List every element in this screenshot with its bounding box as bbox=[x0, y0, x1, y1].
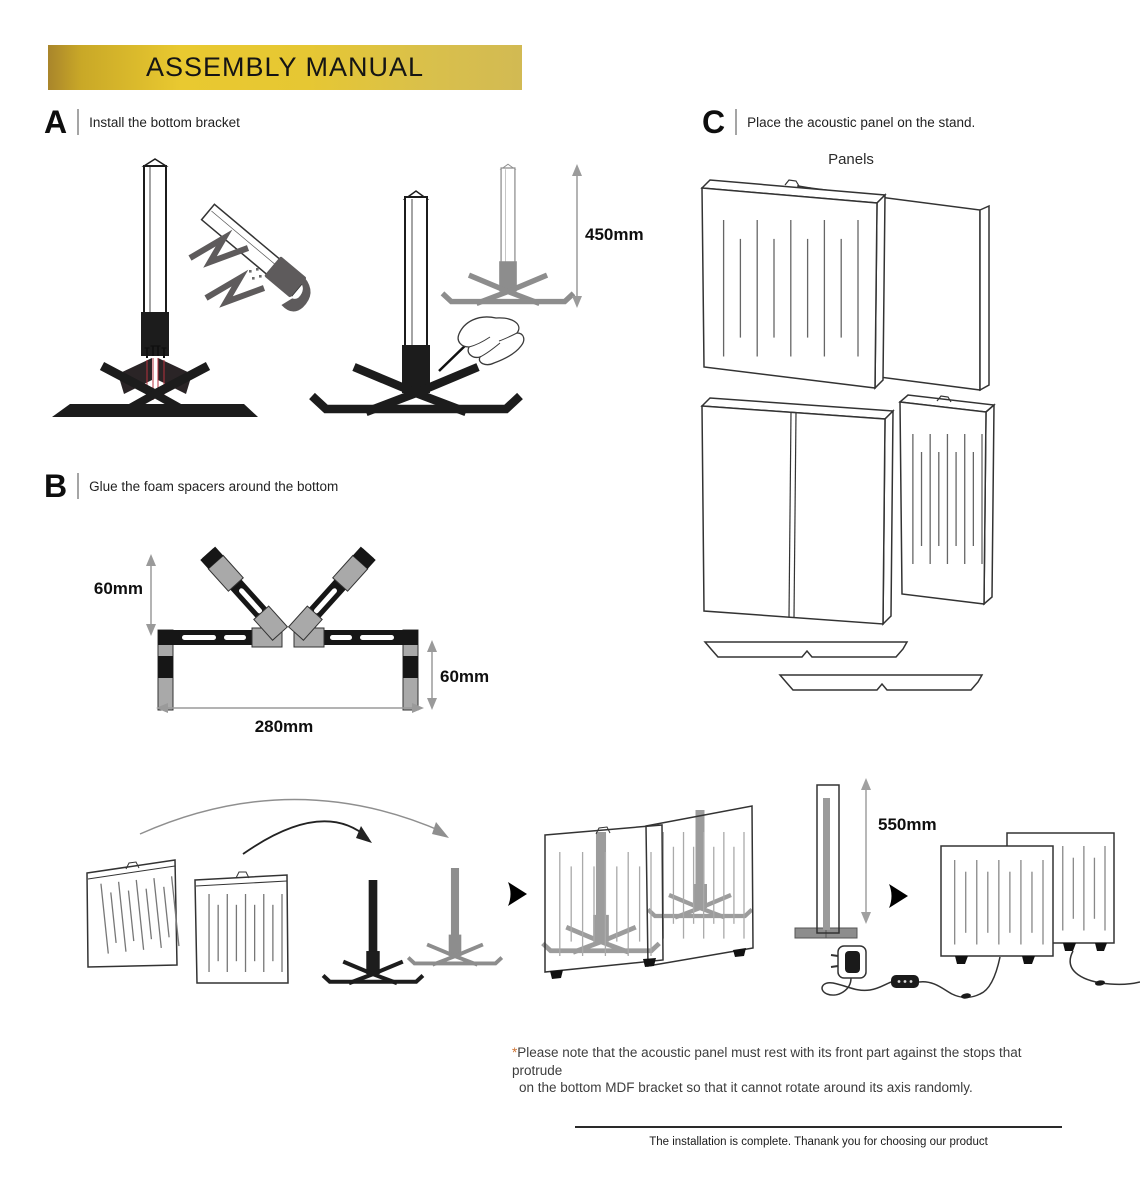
stand-height-dimension bbox=[572, 164, 644, 308]
panel-pair-2 bbox=[702, 395, 994, 624]
footnote-line-2: on the bottom MDF bracket so that it cannot rotate around its axis randomly. bbox=[519, 1080, 973, 1095]
section-a-illustration bbox=[30, 150, 670, 450]
assembly-sequence-illustration bbox=[0, 760, 1140, 1040]
footnote-line-1: Please note that the acoustic panel must rest with its front part against the stops that protrude bbox=[512, 1045, 1022, 1078]
header-divider bbox=[77, 109, 79, 135]
spacer-dimension-right bbox=[427, 640, 489, 710]
finished-panels bbox=[941, 833, 1140, 986]
step-a-header bbox=[44, 106, 240, 138]
black-stand bbox=[323, 880, 423, 983]
closing-message: The installation is complete. Thanank you for choosing our product bbox=[649, 1136, 988, 1148]
section-c-illustration bbox=[690, 172, 1020, 712]
step-a-letter: A bbox=[44, 104, 68, 140]
step-b-letter: B bbox=[44, 468, 68, 504]
next-step-arrow bbox=[508, 882, 527, 906]
mdf-bottom-brackets bbox=[705, 642, 982, 690]
footnote-asterisk: * bbox=[512, 1045, 518, 1060]
step-c-letter: C bbox=[702, 104, 726, 140]
side-view-stand bbox=[795, 778, 937, 938]
step-c-header bbox=[702, 106, 975, 138]
spacer-dimension-left bbox=[94, 554, 156, 636]
title-banner bbox=[48, 45, 522, 90]
panel-pair-1 bbox=[702, 180, 989, 390]
loose-panels bbox=[87, 860, 288, 983]
section-b-illustration bbox=[40, 470, 510, 760]
dim-60mm-left-label: 60mm bbox=[93, 579, 143, 598]
panels-caption: Panels bbox=[828, 151, 874, 168]
bracket-parts-figure bbox=[190, 202, 319, 317]
dim-450mm-label: 450mm bbox=[585, 225, 644, 244]
bracket-with-foam-left bbox=[158, 547, 287, 710]
small-screws bbox=[249, 268, 262, 280]
bracket-with-foam-right bbox=[289, 547, 418, 710]
panel-notch bbox=[785, 180, 799, 186]
dim-60mm-right-label: 60mm bbox=[440, 667, 490, 686]
curved-arrows bbox=[140, 799, 449, 854]
step-a-label: Install the bottom bracket bbox=[89, 115, 240, 130]
next-step-arrow bbox=[889, 884, 908, 908]
gray-stand bbox=[408, 868, 502, 965]
bracket-width-dimension bbox=[156, 703, 424, 736]
page-title: ASSEMBLY MANUAL bbox=[145, 52, 425, 82]
hand-screwdriver-figure bbox=[439, 317, 524, 371]
gray-stand-figure bbox=[442, 164, 573, 303]
dim-280mm-label: 280mm bbox=[254, 717, 314, 736]
step-b-label: Glue the foam spacers around the bottom bbox=[89, 479, 339, 494]
footnote bbox=[512, 1044, 1057, 1097]
footer-rule bbox=[575, 1126, 1062, 1128]
header-divider bbox=[735, 109, 737, 135]
dim-550mm-label: 550mm bbox=[878, 815, 937, 834]
panels-on-stands bbox=[543, 806, 753, 979]
step-c-label: Place the acoustic panel on the stand. bbox=[747, 115, 976, 130]
